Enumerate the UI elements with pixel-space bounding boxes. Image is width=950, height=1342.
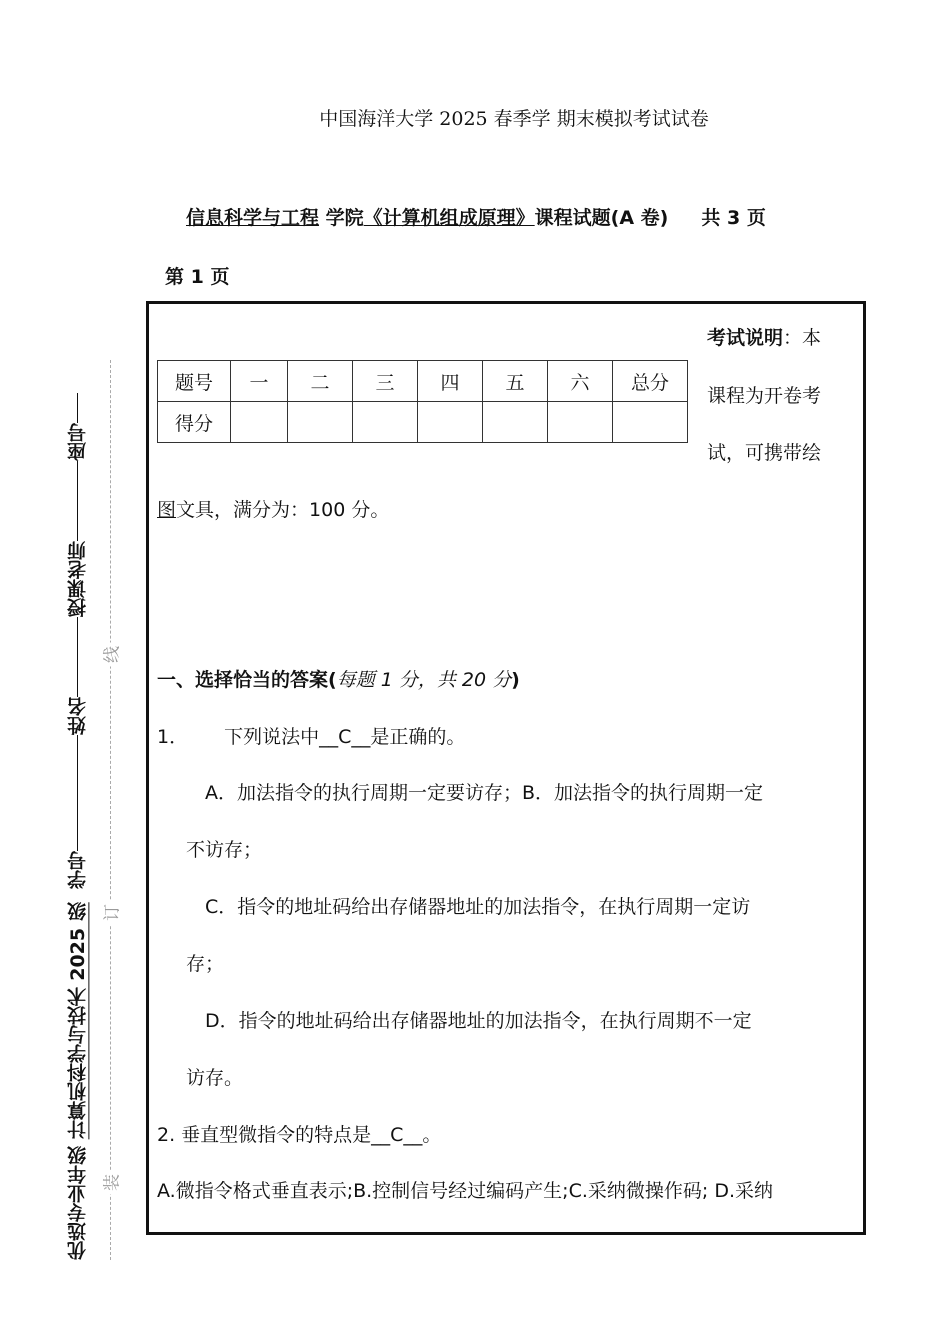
major-year-label: 优选专业年级 xyxy=(67,1146,89,1260)
table-cell: 总分 xyxy=(613,361,688,402)
table-cell: 六 xyxy=(548,361,613,402)
dashed-divider xyxy=(110,360,111,1260)
score-input-cell xyxy=(231,402,288,443)
exam-note-line3: 试，可携带绘 xyxy=(707,442,822,464)
question-2: 2. 垂直型微指令的特点是__C__。 xyxy=(157,1124,442,1146)
exam-note-text: 图 xyxy=(157,499,177,521)
college-suffix: 学院 xyxy=(319,207,364,229)
course-line xyxy=(186,203,766,230)
option-c-continued: 存； xyxy=(186,953,225,975)
major-year-value: 计算机科学与技术 2025 级 xyxy=(67,902,89,1140)
section-heading xyxy=(157,665,520,692)
seat-label: 座号 xyxy=(67,423,89,462)
cut-line xyxy=(96,360,126,1260)
table-cell: 二 xyxy=(288,361,353,402)
name-label: 姓名 xyxy=(67,697,89,736)
option-c: C．指令的地址码给出存储器地址的加法指令，在执行周期一定访 xyxy=(205,896,751,918)
section-title: 一、选择恰当的答案( xyxy=(157,669,337,691)
table-row xyxy=(158,361,688,402)
table-row xyxy=(158,402,688,443)
score-input-cell xyxy=(288,402,353,443)
exam-note-text: ：本 xyxy=(783,327,822,349)
exam-note-label: 考试说明 xyxy=(707,327,784,349)
score-input-cell xyxy=(483,402,548,443)
score-input-cell xyxy=(353,402,418,443)
binding-strip xyxy=(58,265,98,1260)
table-cell: 得分 xyxy=(158,402,231,443)
teacher-label: 授课老师 xyxy=(67,541,89,618)
question-1 xyxy=(157,722,465,749)
course-name: 《计算机组成原理》 xyxy=(363,207,535,229)
college-name: 信息科学与工程 xyxy=(186,207,320,229)
score-input-cell xyxy=(613,402,688,443)
cut-mark-zhuang: 装 xyxy=(98,1171,123,1195)
cut-mark-xian: 线 xyxy=(98,643,123,667)
page-number: 第 1 页 xyxy=(165,266,230,288)
score-input-cell xyxy=(418,402,483,443)
table-cell: 四 xyxy=(418,361,483,402)
table-cell: 三 xyxy=(353,361,418,402)
section-note: 每题 1 分，共 20 分 xyxy=(336,669,512,691)
table-cell: 一 xyxy=(231,361,288,402)
exam-note-line1 xyxy=(707,323,821,350)
question-text: 下列说法中__C__是正确的。 xyxy=(224,726,466,748)
option-a-continued: 不访存； xyxy=(186,839,263,861)
cut-mark-ding: 订 xyxy=(98,901,123,925)
exam-paper-title: 中国海洋大学 2025 春季学 期末模拟考试试卷 xyxy=(319,108,709,130)
score-input-cell xyxy=(548,402,613,443)
question-2-options: A.微指令格式垂直表示;B.控制信号经过编码产生;C.采纳微操作码; D.采纳 xyxy=(157,1180,773,1202)
question-number: 1． xyxy=(157,726,189,748)
section-title-close: ) xyxy=(511,669,520,691)
option-d-continued: 访存。 xyxy=(186,1067,244,1089)
option-d: D．指令的地址码给出存储器地址的加法指令，在执行周期不一定 xyxy=(205,1010,752,1032)
exam-note-line2: 课程为开卷考 xyxy=(707,385,822,407)
option-a: A．加法指令的执行周期一定要访存；B．加法指令的执行周期一定 xyxy=(205,782,764,804)
exam-note-line4 xyxy=(157,495,389,522)
table-cell: 题号 xyxy=(158,361,231,402)
exam-note-text: 文具，满分为：100 分。 xyxy=(176,499,390,521)
total-pages: 共 3 页 xyxy=(701,207,766,229)
table-cell: 五 xyxy=(483,361,548,402)
score-table xyxy=(157,360,688,443)
course-suffix: 课程试题(A 卷) xyxy=(534,207,669,229)
student-id-label: 学号 xyxy=(67,851,89,890)
